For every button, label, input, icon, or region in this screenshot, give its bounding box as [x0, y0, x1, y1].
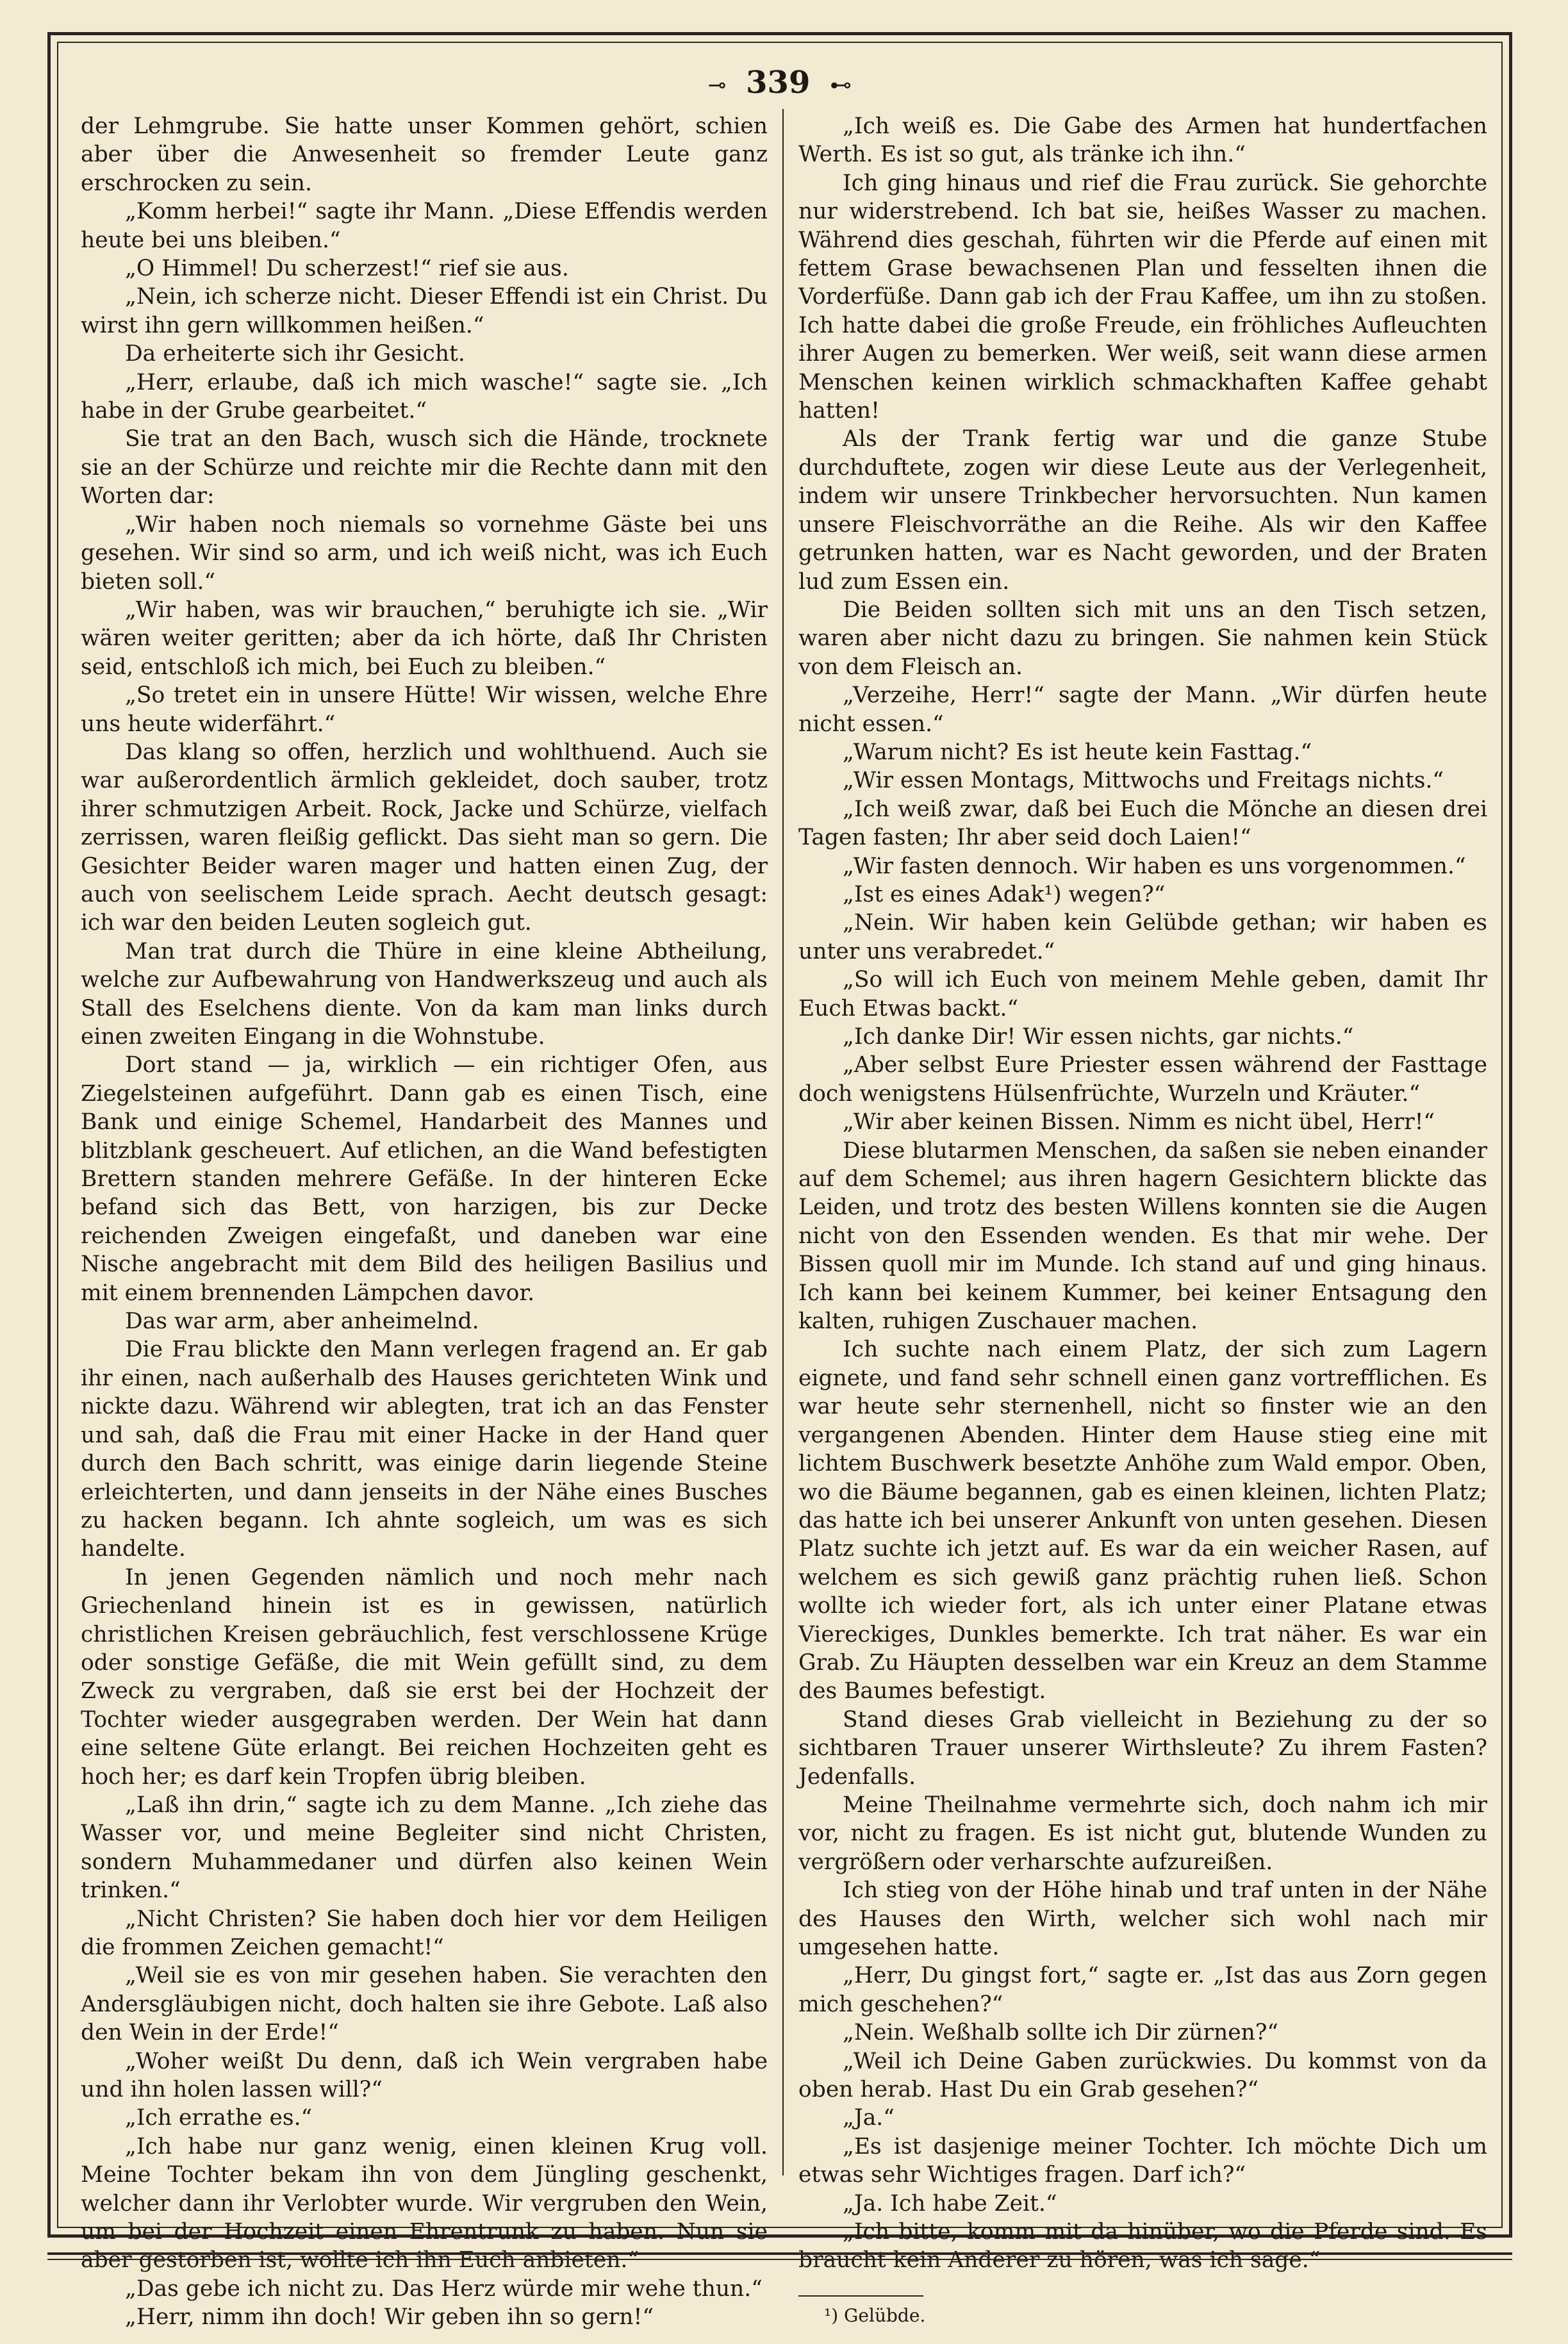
- bottom-rule: [47, 2252, 1512, 2255]
- paragraph: „Ich habe nur ganz wenig, einen kleinen Krug voll. Meine Tochter bekam ihn von dem Jüngling geschenkt, welcher dann ihr Verlobter wurde. Wir vergruben den Wein, um bei der Hochzeit einen Ehrentrunk zu haben. Nun sie aber gestorben ist, wollte ich ihn Euch anbieten.“: [81, 2133, 768, 2274]
- paragraph: „Nein. Weßhalb sollte ich Dir zürnen?“: [843, 2020, 1279, 2046]
- paragraph: Dort stand — ja, wirklich — ein richtiger Ofen, aus Ziegelsteinen aufgeführt. Dann gab es einen Tisch, eine Bank und einige Schemel, Handarbeit des Mannes und blitzblank gescheuert. Auf etlichen, an die Wand befestigten Brettern standen mehrere Gefäße. In der hinteren Ecke befand sich das Bett, von harzigen, bis zur Decke reichenden Zweigen eingefaßt, und daneben war eine Nische angebracht mit dem Bild des heiligen Basilius und mit einem brennenden Lämpchen davor.: [81, 1052, 768, 1306]
- left-column: [81, 112, 768, 2332]
- paragraph: „Wir essen Montags, Mittwochs und Freitags nichts.“: [843, 768, 1444, 794]
- paragraph: „Woher weißt Du denn, daß ich Wein vergraben habe und ihn holen lassen will?“: [81, 2048, 768, 2103]
- paragraph: „Wir haben, was wir brauchen,“ beruhigte ich sie. „Wir wären weiter geritten; aber da ich hörte, daß Ihr Christen seid, entschloß ich mich, bei Euch zu bleiben.“: [81, 597, 768, 680]
- paragraph: Ich suchte nach einem Platz, der sich zum Lagern eignete, und fand sehr schnell einen ganz vortrefflichen. Es war heute sehr sternenhell, nicht so finster wie an den vergangenen Abenden. Hinter dem Hause stieg eine mit lichtem Buschwerk besetzte Anhöhe zum Wald empor. Oben, wo die Bäume begannen, gab es einen kleinen, lichten Platz; das hatte ich bei unserer Ankunft von unten gesehen. Diesen Platz suchte ich jetzt auf. Es war da ein weicher Rasen, auf welchem es sich gewiß ganz prächtig ruhen ließ. Schon wollte ich wieder fort, als ich unter einer Platane etwas Viereckiges, Dunkles bemerkte. Ich trat näher. Es war ein Grab. Zu Häupten desselben war ein Kreuz an dem Stamme des Baumes befestigt.: [798, 1337, 1487, 1704]
- ornament-right-icon: ⊷: [830, 72, 852, 98]
- footnote-rule: [798, 2295, 923, 2297]
- paragraph: „So tretet ein in unsere Hütte! Wir wissen, welche Ehre uns heute widerfährt.“: [81, 682, 768, 737]
- paragraph: Ich ging hinaus und rief die Frau zurück. Sie gehorchte nur widerstrebend. Ich bat sie, heißes Wasser zu machen. Während dies geschah, führten wir die Pferde auf einen mit fettem Grase bewachsenen Plan und fesselten ihnen die Vorderfüße. Dann gab ich der Frau Kaffee, um ihn zu stoßen. Ich hatte dabei die große Freude, ein fröhliches Aufleuchten ihrer Augen zu bemerken. Wer weiß, seit wann diese armen Menschen keinen wirklich schmackhaften Kaffee gehabt hatten!: [798, 170, 1487, 424]
- paragraph: Die Frau blickte den Mann verlegen fragend an. Er gab ihr einen, nach außerhalb des Hauses gerichteten Wink und nickte dazu. Während wir ablegten, trat ich an das Fenster und sah, daß die Frau mit einer Hacke in der Hand quer durch den Bach schritt, was einige darin liegende Steine erleichterten, und dann jenseits in der Nähe eines Busches zu hacken begann. Ich ahnte sogleich, um was es sich handelte.: [81, 1337, 768, 1562]
- column-divider: [782, 109, 784, 2175]
- paragraph: Als der Trank fertig war und die ganze Stube durchduftete, zogen wir diese Leute aus der Verlegenheit, indem wir unsere Trinkbecher hervorsuchten. Nun kamen unsere Fleischvorräthe an die Reihe. Als wir den Kaffee getrunken hatten, war es Nacht geworden, und der Braten lud zum Essen ein.: [798, 426, 1487, 595]
- paragraph: Man trat durch die Thüre in eine kleine Abtheilung, welche zur Aufbewahrung von Handwerkszeug und auch als Stall des Eselchens diente. Von da kam man links durch einen zweiten Eingang in die Wohnstube.: [81, 938, 768, 1050]
- paragraph: „Ist es eines Adak¹) wegen?“: [843, 881, 1166, 907]
- paragraph: Ich stieg von der Höhe hinab und traf unten in der Nähe des Hauses den Wirth, welcher sich wohl nach mir umgesehen hatte.: [798, 1878, 1487, 1960]
- paragraph: „O Himmel! Du scherzest!“ rief sie aus.: [125, 256, 569, 282]
- paragraph: „So will ich Euch von meinem Mehle geben, damit Ihr Euch Etwas backt.“: [798, 967, 1487, 1021]
- right-column: [798, 112, 1487, 2327]
- paragraph: „Ich danke Dir! Wir essen nichts, gar nichts.“: [843, 1024, 1354, 1050]
- paragraph: Stand dieses Grab vielleicht in Beziehung zu der so sichtbaren Trauer unserer Wirthsleute? Zu ihrem Fasten? Jedenfalls.: [798, 1706, 1487, 1790]
- paragraph: Das war arm, aber anheimelnd.: [125, 1308, 479, 1335]
- paragraph: „Aber selbst Eure Priester essen während der Fasttage doch wenigstens Hülsenfrüchte, Wurzeln und Kräuter.“: [798, 1052, 1487, 1107]
- paragraph: Die Beiden sollten sich mit uns an den Tisch setzen, waren aber nicht dazu zu bringen. Sie nahmen kein Stück von dem Fleisch an.: [798, 597, 1487, 680]
- paragraph: „Komm herbei!“ sagte ihr Mann. „Diese Effendis werden heute bei uns bleiben.“: [81, 199, 768, 253]
- paragraph: „Ich bitte, komm mit da hinüber, wo die Pferde sind. Es braucht kein Anderer zu hören, was ich sage.“: [798, 2219, 1487, 2274]
- paragraph: „Herr, Du gingst fort,“ sagte er. „Ist das aus Zorn gegen mich geschehen?“: [798, 1963, 1487, 2017]
- paragraph: „Es ist dasjenige meiner Tochter. Ich möchte Dich um etwas sehr Wichtiges fragen. Darf ich?“: [798, 2133, 1487, 2188]
- paragraph: Da erheiterte sich ihr Gesicht.: [125, 341, 465, 367]
- paragraph: „Ja.“: [843, 2105, 895, 2131]
- paragraph: Sie trat an den Bach, wusch sich die Hände, trocknete sie an der Schürze und reichte mir die Rechte dann mit den Worten dar:: [81, 426, 768, 509]
- paragraph: Das klang so offen, herzlich und wohlthuend. Auch sie war außerordentlich ärmlich gekleidet, doch sauber, trotz ihrer schmutzigen Arbeit. Rock, Jacke und Schürze, vielfach zerrissen, waren fleißig geflickt. Das sieht man so gern. Die Gesichter Beider waren mager und hatten einen Zug, der auch von seelischem Leide sprach. Aecht deutsch gesagt: ich war den beiden Leuten sogleich gut.: [81, 739, 768, 936]
- page-number: 339: [746, 65, 811, 101]
- page-frame: [47, 32, 1512, 2331]
- paragraph: „Weil sie es von mir gesehen haben. Sie verachten den Andersgläubigen nicht, doch halten sie ihre Gebote. Laß also den Wein in der Erde!“: [81, 1963, 768, 2046]
- paragraph: Diese blutarmen Menschen, da saßen sie neben einander auf dem Schemel; aus ihren hagern Gesichtern blickte das Leiden, und trotz des besten Willens konnten sie die Augen nicht von den Essenden wenden. Es that mir wehe. Der Bissen quoll mir im Munde. Ich stand auf und ging hinaus. Ich kann bei keinem Kummer, bei keiner Entsagung den kalten, ruhigen Zuschauer machen.: [798, 1137, 1487, 1335]
- paragraph: „Das gebe ich nicht zu. Das Herz würde mir wehe thun.“: [125, 2275, 763, 2302]
- page-header: [51, 63, 1509, 102]
- paragraph: „Herr, nimm ihn doch! Wir geben ihn so gern!“: [125, 2304, 654, 2331]
- paragraph: „Laß ihn drin,“ sagte ich zu dem Manne. „Ich ziehe das Wasser vor, und meine Begleiter sind nicht Christen, sondern Muhammedaner und dürfen also keinen Wein trinken.“: [81, 1792, 768, 1904]
- paragraph: „Nein, ich scherze nicht. Dieser Effendi ist ein Christ. Du wirst ihn gern willkommen heißen.“: [81, 284, 768, 338]
- paragraph: „Ja. Ich habe Zeit.“: [843, 2190, 1057, 2216]
- paragraph: der Lehmgrube. Sie hatte unser Kommen gehört, schien aber über die Anwesenheit so fremder Leute ganz erschrocken zu sein.: [81, 113, 768, 196]
- footnote: ¹) Gelübde.: [824, 2304, 926, 2326]
- paragraph: In jenen Gegenden nämlich und noch mehr nach Griechenland hinein ist es in gewissen, natürlich christlichen Kreisen gebräuchlich, fest verschlossene Krüge oder sonstige Gefäße, die mit Wein gefüllt sind, zu dem Zweck zu vergraben, daß sie erst bei der Hochzeit der Tochter wieder ausgegraben werden. Der Wein hat dann eine seltene Güte erlangt. Bei reichen Hochzeiten geht es hoch her; es darf kein Tropfen übrig bleiben.: [81, 1564, 768, 1790]
- bottom-rule-thin: [47, 2259, 1512, 2260]
- paragraph: „Nicht Christen? Sie haben doch hier vor dem Heiligen die frommen Zeichen gemacht!“: [81, 1906, 768, 1960]
- paragraph: „Warum nicht? Es ist heute kein Fasttag.“: [843, 739, 1312, 765]
- paragraph: Meine Theilnahme vermehrte sich, doch nahm ich mir vor, nicht zu fragen. Es ist nicht gut, blutende Wunden zu vergrößern oder verharschte aufzureißen.: [798, 1792, 1487, 1875]
- paragraph: „Ich weiß zwar, daß bei Euch die Mönche an diesen drei Tagen fasten; Ihr aber seid doch Laien!“: [798, 796, 1487, 851]
- paragraph: „Wir aber keinen Bissen. Nimm es nicht übel, Herr!“: [843, 1109, 1435, 1135]
- paragraph: „Ich weiß es. Die Gabe des Armen hat hundertfachen Werth. Es ist so gut, als tränke ich ihn.“: [798, 113, 1487, 168]
- ornament-left-icon: ⊸: [707, 72, 727, 98]
- paragraph: „Weil ich Deine Gaben zurückwies. Du kommst von da oben herab. Hast Du ein Grab gesehen?“: [798, 2048, 1487, 2103]
- paragraph: „Nein. Wir haben kein Gelübde gethan; wir haben es unter uns verabredet.“: [798, 910, 1487, 964]
- paragraph: „Wir haben noch niemals so vornehme Gäste bei uns gesehen. Wir sind so arm, und ich weiß nicht, was ich Euch bieten soll.“: [81, 511, 768, 595]
- paragraph: „Wir fasten dennoch. Wir haben es uns vorgenommen.“: [843, 853, 1466, 879]
- paragraph: „Ich errathe es.“: [125, 2105, 313, 2131]
- paragraph: „Verzeihe, Herr!“ sagte der Mann. „Wir dürfen heute nicht essen.“: [798, 682, 1487, 737]
- paragraph: „Herr, erlaube, daß ich mich wasche!“ sagte sie. „Ich habe in der Grube gearbeitet.“: [81, 369, 768, 424]
